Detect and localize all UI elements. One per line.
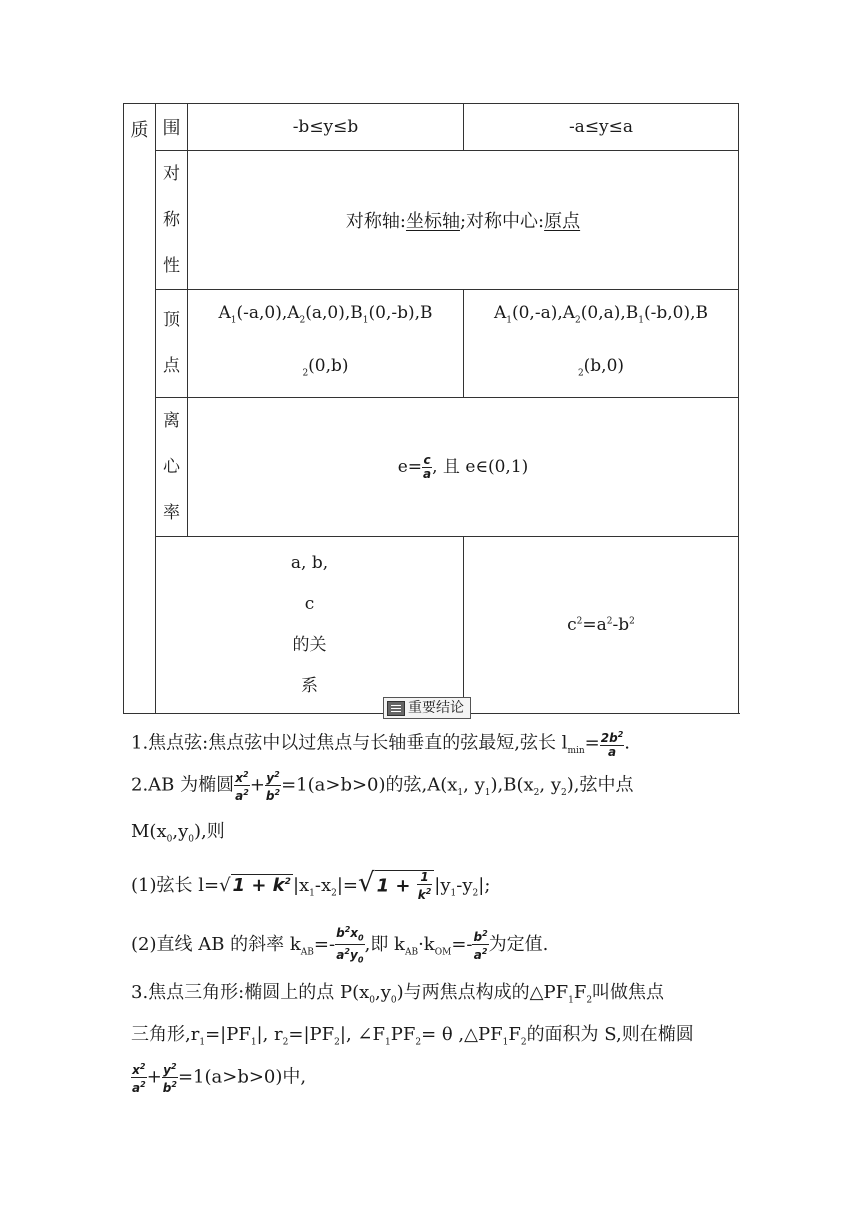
relation-label: a, b, c 的关 系 <box>156 536 464 713</box>
key-conclusion-badge: 重要结论 <box>383 697 471 719</box>
vertex-vertical: $A_1(0,-a),A_2(0,a),B_1(-b,0),B$ $_2$(b,0) <box>464 290 739 398</box>
slope-formula: (2)直线 AB 的斜率 $k_{AB}=-$ $\frac{b^2x_0}{a^2y_0}$ ,即 $k_{AB}\cdot k_{OM}=-$ $\frac{b^2}{a^2}$ 为定值. <box>131 925 549 965</box>
eccentricity-label: 离 心 率 <box>156 397 188 536</box>
conclusion-item-3-cont: 三角形$,r_1=|PF_1|$, $r_2=|PF_2|$, $\angle F_1PF_2= \theta$ $,\triangle PF_1F_2$的面积为 S,则在椭圆 <box>131 1024 694 1048</box>
conclusion-item-2-cont: $M(x_0,y_0)$,则 <box>131 821 225 845</box>
conclusion-item-2: 2.AB 为椭圆 $\frac{x^2}{a^2}$ + $\frac{y^2}{b^2}$ =1(a>b>0)的弦$,A(x_1$, $y_1),B(x_2$, $y_2$),弦中点 <box>131 770 634 803</box>
ellipse-properties-table <box>123 103 739 714</box>
range-horizontal: -b≤y≤b <box>188 104 464 151</box>
range-label: 围 <box>156 104 188 151</box>
eccentricity-value: e= $\frac{c}{a}$ , 且 e∈(0,1) <box>188 397 739 536</box>
notes-icon <box>387 701 405 716</box>
vertex-label: 顶 点 <box>156 290 188 398</box>
range-vertical: -a≤y≤a <box>464 104 739 151</box>
conclusion-item-1: 1.焦点弦:焦点弦中以过焦点与长轴垂直的弦最短,弦长 $l_{min}=$ $\frac{2b^2}{a}$ . <box>131 730 631 759</box>
vertex-horizontal: $A_1(-a,0),A_2(a,0),B_1(0,-b),B$ $_2$(0,b) <box>188 290 464 398</box>
relation-value: $c^2=a^2-b^2$ <box>464 536 739 713</box>
chord-length-formula: (1)弦长 l=√ $1 + k^2$ $|x_1-x_2|=√$ 1 + $\frac{1}{k^2}$ $|y_1-y_2|$; <box>131 868 491 902</box>
symmetry-value: 对称轴:坐标轴;对称中心:原点 <box>188 151 739 290</box>
symmetry-label: 对 称 性 <box>156 151 188 290</box>
conclusion-item-3-end: $\frac{x^2}{a^2}$ + $\frac{y^2}{b^2}$ =1(a>b>0)中, <box>132 1062 307 1095</box>
conclusion-item-3: 3.焦点三角形:椭圆上的点 $P(x_0,y_0)$与两焦点构成的$\triangle PF_1F_2$叫做焦点 <box>131 982 665 1006</box>
property-label: 质 <box>124 104 156 714</box>
